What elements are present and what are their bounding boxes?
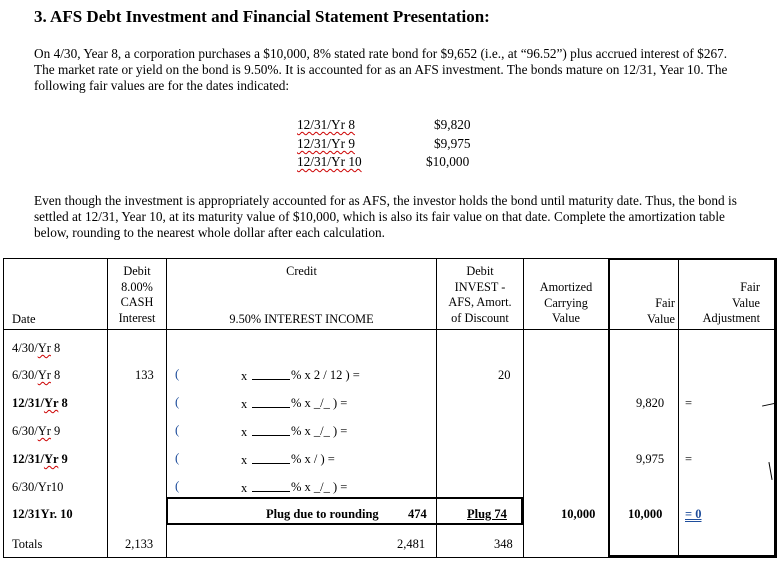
rate-blank[interactable] bbox=[252, 395, 290, 408]
table-bottom-border bbox=[3, 557, 777, 558]
rate-blank[interactable] bbox=[252, 479, 290, 492]
adjustment-cell: = bbox=[685, 396, 693, 410]
formula-text: % x / ) = bbox=[291, 452, 335, 466]
adjustment-cell: = bbox=[685, 452, 693, 466]
open-paren: ( bbox=[175, 478, 180, 493]
intro-paragraph: On 4/30, Year 8, a corporation purchases a $10,000, 8% stated rate bond for $9,652 (i.e., at “96.52”) plus accrued interest of $267. The market rate or yield on the bond is 9.50%. It is accounted for as an AFS investment. The bonds mature on 12/31, Year 10. The following fair values are for the dates indicated: bbox=[34, 46, 728, 93]
row-date: 4/30/Yr 8 bbox=[12, 341, 61, 355]
header-fair-value: Fair Value bbox=[647, 296, 675, 326]
header-credit: Credit bbox=[286, 264, 317, 278]
instructions-paragraph: Even though the investment is appropriately accounted for as AFS, the investor holds the bond until maturity date. Thus, the bond is settled at 12/31, Year 10, at its maturity value of $10,000, which is also its fair value on that date. Complete the amortization table below, rounding to the nearest whole dollar after each calculation. bbox=[34, 193, 737, 240]
plug-value: 474 bbox=[408, 507, 427, 521]
final-carrying: 10,000 bbox=[561, 507, 596, 521]
amort-cell: 20 bbox=[498, 368, 511, 382]
final-adjustment: = 0 bbox=[685, 507, 702, 521]
totals-amort: 348 bbox=[494, 537, 513, 551]
times-symbol: x bbox=[241, 481, 248, 495]
cash-interest-cell: 133 bbox=[135, 368, 154, 382]
totals-label: Totals bbox=[12, 537, 43, 551]
rate-blank[interactable] bbox=[252, 367, 290, 380]
final-fair-value: 10,000 bbox=[628, 507, 663, 521]
open-paren: ( bbox=[175, 422, 180, 437]
row-date: 6/30/Yr10 bbox=[12, 480, 64, 494]
header-debit-invest: Debit INVEST - AFS, Amort. of Discount bbox=[448, 264, 512, 325]
fv-value-2: $9,975 bbox=[434, 136, 471, 151]
times-symbol: x bbox=[241, 397, 248, 411]
rate-blank[interactable] bbox=[252, 423, 290, 436]
header-fv-adjustment: Fair Value Adjustment bbox=[702, 280, 760, 325]
fv-value-3: $10,000 bbox=[426, 154, 470, 169]
rate-blank[interactable] bbox=[252, 451, 290, 464]
header-debit-cash: Debit 8.00% CASH Interest bbox=[118, 264, 156, 325]
open-paren: ( bbox=[175, 394, 180, 409]
totals-cash: 2,133 bbox=[125, 537, 154, 551]
plug-amort: Plug 74 bbox=[467, 507, 507, 521]
row-date: 12/31/Yr 8 bbox=[12, 396, 68, 410]
final-row-date: 12/31Yr. 10 bbox=[12, 507, 73, 521]
open-paren: ( bbox=[175, 450, 180, 465]
times-symbol: x bbox=[241, 369, 248, 383]
page-title: 3. AFS Debt Investment and Financial Statement Presentation: bbox=[34, 7, 490, 26]
formula-text: % x _/_ ) = bbox=[291, 424, 348, 438]
formula-text: % x 2 / 12 ) = bbox=[291, 368, 360, 382]
fair-value-cell: 9,975 bbox=[636, 452, 665, 466]
fv-date-2: 12/31/Yr 9 bbox=[297, 136, 355, 151]
times-symbol: x bbox=[241, 453, 248, 467]
header-date: Date bbox=[12, 312, 36, 326]
open-paren: ( bbox=[175, 366, 180, 381]
fv-value-1: $9,820 bbox=[434, 117, 471, 132]
header-amortized-carrying: Amortized Carrying Value bbox=[539, 280, 593, 325]
fv-date-3: 12/31/Yr 10 bbox=[297, 154, 362, 169]
row-date: 6/30/Yr 9 bbox=[12, 424, 61, 438]
times-symbol: x bbox=[241, 425, 248, 439]
row-date: 6/30/Yr 8 bbox=[12, 368, 61, 382]
totals-income: 2,481 bbox=[397, 537, 426, 551]
formula-text: % x _/_ ) = bbox=[291, 396, 348, 410]
fair-value-cell: 9,820 bbox=[636, 396, 665, 410]
formula-text: % x _/_ ) = bbox=[291, 480, 348, 494]
fv-date-1: 12/31/Yr 8 bbox=[297, 117, 355, 132]
plug-label: Plug due to rounding bbox=[266, 507, 379, 521]
row-date: 12/31/Yr 9 bbox=[12, 452, 68, 466]
header-interest-income: 9.50% INTEREST INCOME bbox=[229, 312, 374, 326]
